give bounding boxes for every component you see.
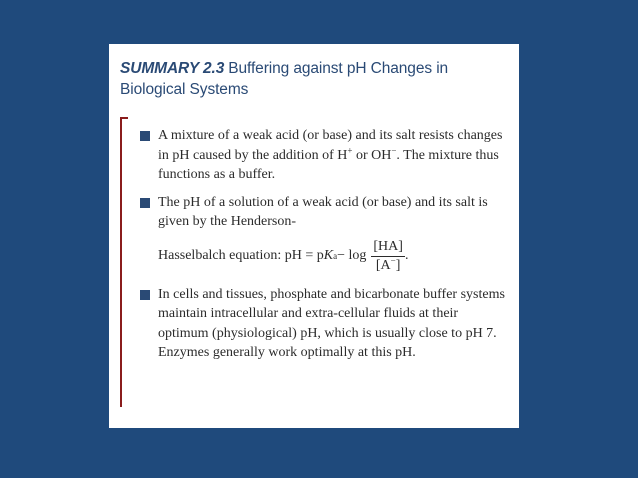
bullet-list xyxy=(139,126,511,371)
square-bullet-icon xyxy=(140,290,150,300)
equation-minus-log: − log xyxy=(337,248,367,264)
bullet-text-h: H xyxy=(337,147,348,163)
fraction-denominator xyxy=(374,254,403,275)
bullet-text: The pH of a solution of a weak acid (or base) and its salt is given by the Henderson- xyxy=(158,194,488,229)
denominator-open: [A xyxy=(375,257,391,273)
superscript-plus: + xyxy=(347,144,353,155)
bullet-text-tail: . The mixture thus functions as a buffer. xyxy=(158,147,499,182)
square-bullet-icon xyxy=(140,131,150,141)
summary-card xyxy=(109,44,519,428)
summary-heading: Buffering against pH Changes in Biological Systems xyxy=(120,60,449,98)
bullet-item-cell-buffers xyxy=(139,285,511,363)
bullet-text: In cells and tissues, phosphate and bicarbonate buffer systems maintain intracellular and extra-cellular fluids at their optimum (physiological) pH, which is usually close to pH 7. Enzymes generally work optimally at this pH. xyxy=(158,286,505,360)
denominator-close: ] xyxy=(395,257,401,273)
equation-fraction xyxy=(371,238,405,275)
left-rule-bar xyxy=(120,117,122,407)
superscript-minus: − xyxy=(391,144,397,155)
bullet-text-oh: or OH xyxy=(352,147,392,163)
equation-period: . xyxy=(404,248,409,264)
equation-lead: Hasselbalch equation: pH = p xyxy=(158,248,324,264)
denominator-superscript: − xyxy=(390,254,396,265)
square-bullet-icon xyxy=(140,198,150,208)
summary-title xyxy=(120,58,510,100)
equation-k: K xyxy=(323,248,334,264)
bullet-item-buffer-mixture xyxy=(139,126,511,185)
bullet-text: A mixture of a weak acid (or base) and its salt resists changes in pH caused by the addition of xyxy=(158,128,503,163)
fraction-numerator: [HA] xyxy=(371,238,405,257)
henderson-hasselbalch-equation: Hasselbalch equation: pH = p K a − log $\frac{[HA]}{[A^-]}$ . xyxy=(158,238,409,273)
bullet-item-henderson-hasselbalch xyxy=(139,193,511,275)
summary-label: SUMMARY 2.3 xyxy=(120,60,225,77)
